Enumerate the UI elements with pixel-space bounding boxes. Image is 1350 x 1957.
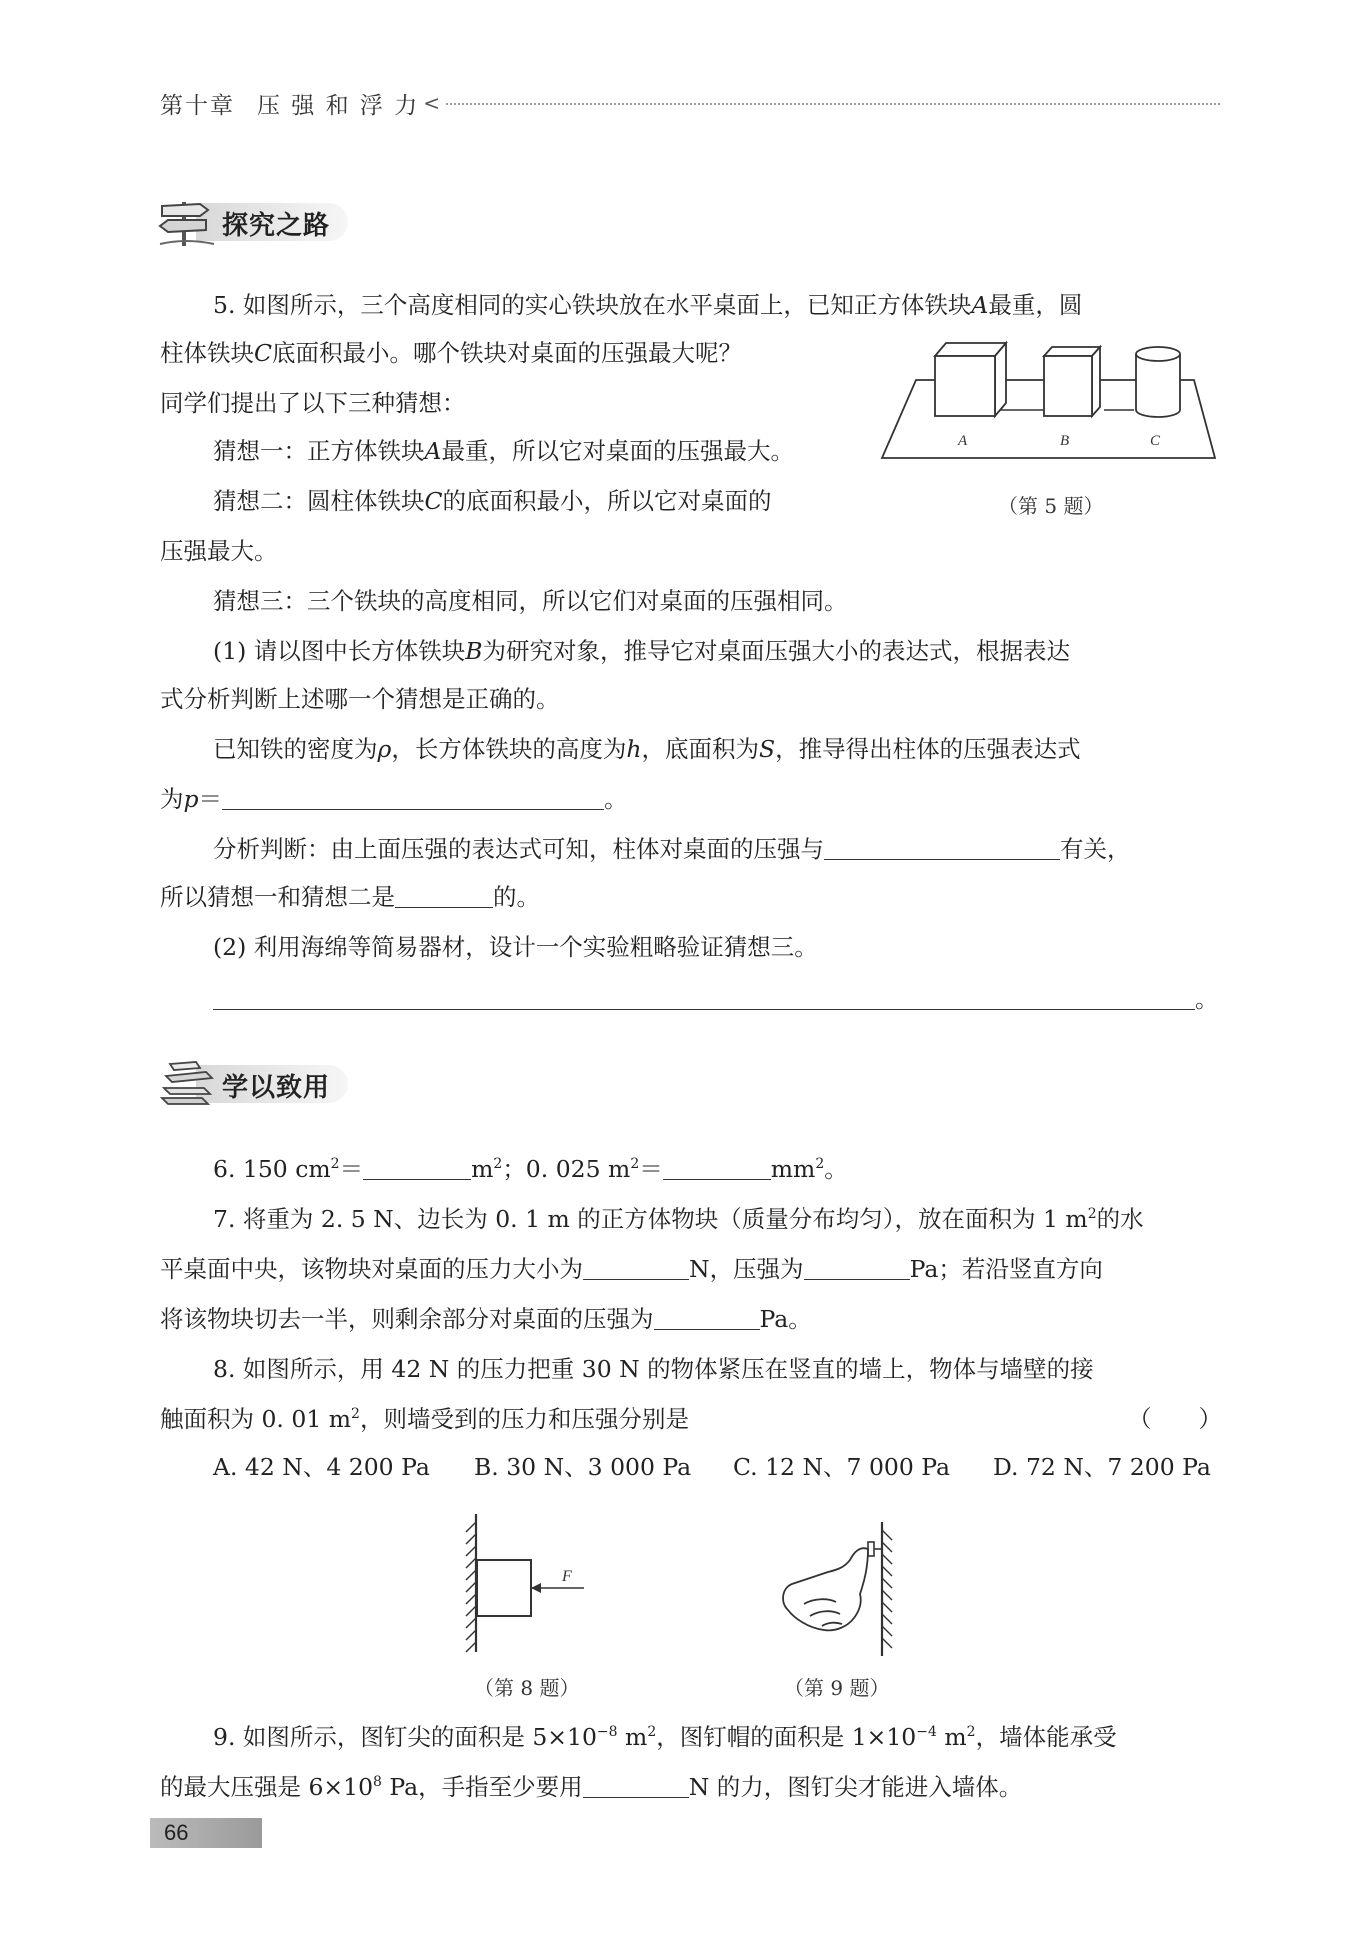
answer-blank-q6-2[interactable] <box>663 1157 771 1180</box>
q7-line3: 将该物块切去一半，则剩余部分对桌面的压强为 Pa。 <box>160 1305 812 1333</box>
q5-line1: 5. 如图所示，三个高度相同的实心铁块放在水平桌面上，已知正方体铁块A最重，圆 <box>213 291 1083 319</box>
thumbtack-icon <box>868 1542 882 1556</box>
chapter-label: 第十章 <box>160 92 235 119</box>
q5-guess3: 猜想三：三个铁块的高度相同，所以它们对桌面的压强相同。 <box>213 587 848 615</box>
q5-part2: (2) 利用海绵等简易器材，设计一个实验粗略验证猜想三。 <box>213 933 818 961</box>
q8-line2: 触面积为 0. 01 $m^2$，则墙受到的压力和压强分别是 <box>160 1405 689 1433</box>
answer-blank-expression[interactable] <box>222 787 604 810</box>
dotted-rule <box>446 103 1220 105</box>
figure-8 <box>460 1508 600 1658</box>
label-c: C <box>1150 433 1161 449</box>
q8-option-c[interactable]: C. 12 N、7 000 Pa <box>733 1453 951 1481</box>
q7-line1: 7. 将重为 2. 5 N、边长为 0. 1 m 的正方体物块（质量分布均匀），放在面积为 1 $m^2$的水 <box>213 1205 1144 1233</box>
q5-part2-answer: 。 <box>213 984 1219 1014</box>
q5-part1: (1) 请以图中长方体铁块B为研究对象，推导它对桌面压强大小的表达式，根据表达 <box>213 637 1071 665</box>
q8-answer-bracket[interactable]: （ ） <box>1128 1405 1222 1433</box>
running-head <box>160 86 1220 120</box>
q5-guess1: 猜想一：正方体铁块A最重，所以它对桌面的压强最大。 <box>213 437 794 465</box>
block-b-cuboid <box>1044 347 1100 416</box>
q5-line2: 柱体铁块C底面积最小。哪个铁块对桌面的压强最大呢？ <box>160 339 742 367</box>
q5-line3: 同学们提出了以下三种猜想： <box>160 389 466 417</box>
figure-9-caption: （第 9 题） <box>784 1676 890 1700</box>
section-title-explore: 探究之路 <box>222 211 331 241</box>
q5-known: 已知铁的密度为ρ，长方体铁块的高度为h，底面积为S，推导得出柱体的压强表达式 <box>213 735 1081 763</box>
answer-blank-q7-force[interactable] <box>583 1257 689 1280</box>
q8-option-a[interactable]: A. 42 N、4 200 Pa <box>213 1453 430 1481</box>
page-number: 66 <box>164 1820 189 1845</box>
q5-analysis-cont: 所以猜想一和猜想二是 的。 <box>160 883 540 911</box>
figure-5 <box>880 330 1220 470</box>
q9-line1: 9. 如图所示，图钉尖的面积是 $5\times 10^{-8}$ $m^2$，图钉帽的面积是 $1\times 10^{-4}$ $m^2$，墙体能承受 <box>213 1723 1117 1751</box>
hand-icon <box>783 1548 868 1630</box>
answer-blank-q7-half[interactable] <box>654 1307 760 1330</box>
figure-9 <box>770 1518 910 1663</box>
answer-blank-q7-pressure[interactable] <box>804 1257 910 1280</box>
q8-line1: 8. 如图所示，用 42 N 的压力把重 30 N 的物体紧压在竖直的墙上，物体与墙壁的接 <box>213 1355 1094 1383</box>
pressed-block <box>477 1560 531 1616</box>
signpost-icon <box>156 196 218 248</box>
section-banner-explore <box>156 196 356 248</box>
answer-blank-factor[interactable] <box>824 837 1060 860</box>
wall-hatching <box>882 1530 892 1648</box>
q8-option-b[interactable]: B. 30 N、3 000 Pa <box>474 1453 692 1481</box>
q5-part1-cont: 式分析判断上述哪一个猜想是正确的。 <box>160 685 560 713</box>
answer-blank-q9-force[interactable] <box>583 1775 689 1798</box>
q5-guess2-cont: 压强最大。 <box>160 537 278 565</box>
wall-hatching <box>466 1522 476 1652</box>
block-c-cylinder <box>1136 347 1180 417</box>
q8-option-d[interactable]: D. 72 N、7 200 Pa <box>993 1453 1211 1481</box>
block-a-cube <box>935 343 1006 416</box>
section-title-apply: 学以致用 <box>222 1073 331 1103</box>
chapter-title: 压 强 和 浮 力 <box>257 92 420 119</box>
force-label: F <box>562 1568 572 1585</box>
answer-blank-q6-1[interactable] <box>363 1157 471 1180</box>
q5-guess2: 猜想二：圆柱体铁块C的底面积最小，所以它对桌面的 <box>213 487 772 515</box>
q7-line2: 平桌面中央，该物块对桌面的压力大小为 N，压强为 Pa；若沿竖直方向 <box>160 1255 1103 1283</box>
label-a: A <box>958 433 968 449</box>
left-arrow-icon: < <box>423 91 443 115</box>
q5-analysis: 分析判断：由上面压强的表达式可知，柱体对桌面的压强与 有关， <box>213 835 1131 863</box>
label-b: B <box>1060 433 1070 449</box>
figure-5-caption: （第 5 题） <box>998 494 1104 518</box>
figure-8-caption: （第 8 题） <box>474 1676 580 1700</box>
books-icon <box>156 1058 218 1110</box>
q5-expression: 为p＝ 。 <box>160 785 628 813</box>
q9-line2: 的最大压强是 $6\times 10^8$ Pa，手指至少要用 N 的力，图钉尖才能进入墙体。 <box>160 1773 1023 1801</box>
q6: 6. 150 $cm^2= m^2$；0. 025 $m^2= mm^2$。 <box>213 1155 848 1183</box>
page-number-tab <box>150 1818 262 1848</box>
answer-blank-judgement[interactable] <box>395 885 493 908</box>
answer-blank-experiment[interactable] <box>213 987 1195 1010</box>
section-banner-apply <box>156 1058 356 1110</box>
